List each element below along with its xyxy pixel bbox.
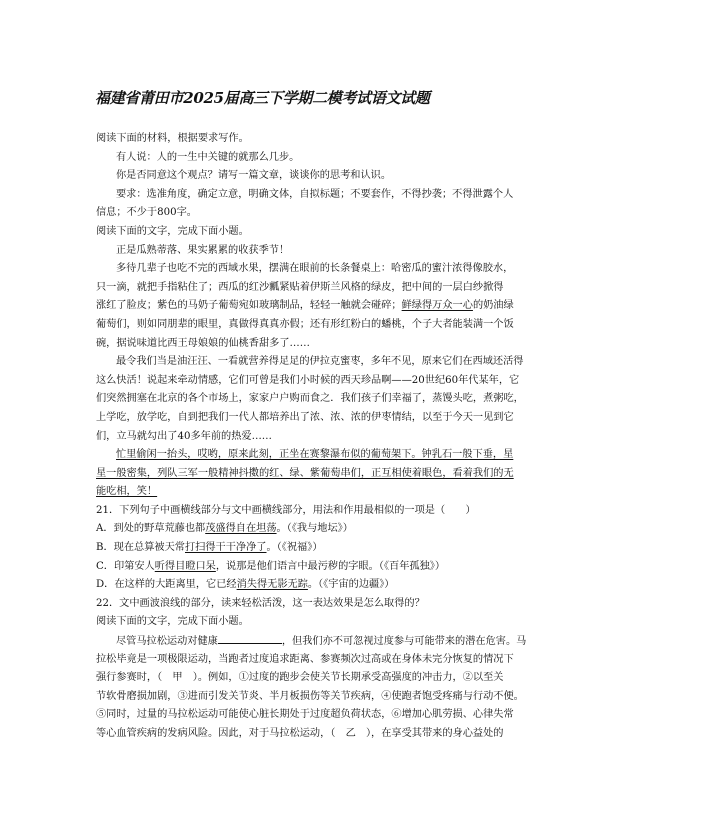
line-text: 。（《祝福》） <box>266 542 323 554</box>
line-text: 信息；不少于800字。 <box>96 207 197 219</box>
line-text: ，但我们亦不可忽视过度参与可能带来的潜在危害。马 <box>281 636 527 648</box>
text-line <box>96 669 548 688</box>
underlined-text: 茂盛得自在坦荡 <box>205 523 277 535</box>
underlined-text: 消失得无影无踪 <box>236 579 308 591</box>
underlined-text: 星一般密集，列队三军一般精神抖擞的红、绿、紫葡萄串们，正互相使着眼色，看着我们的无 <box>96 467 514 479</box>
text-line <box>96 558 548 577</box>
text-line <box>96 372 548 391</box>
text-line <box>96 186 548 205</box>
text-line <box>96 483 548 502</box>
line-text: 们突然拥塞在北京的各个市场上，家家户户购而食之．我们孩子们幸福了，蒸馒头吃，煮粥吃， <box>96 393 524 405</box>
line-text: 强行参赛时，（ 甲 ）。例如，①过度的跑步会使关节长期承受高强度的冲击力，②以至关 <box>96 672 504 684</box>
text-line <box>96 279 548 298</box>
text-line <box>96 242 548 261</box>
line-text: ，说那是他们语言中最污秽的字眼。（《百年孤独》） <box>215 560 446 572</box>
underlined-text: 听得目瞪口呆 <box>154 560 216 572</box>
line-text: 尽管马拉松运动对健康 <box>116 636 218 648</box>
line-text: 涨红了脸皮；紫色的马奶子葡萄宛如玻璃制品，轻轻一触就会碰碎； <box>96 300 402 312</box>
line-text: 21．下列句子中画横线部分与文中画横线部分，用法和作用最相似的一项是（ ） <box>96 504 476 516</box>
line-text: 。（《我与地坛》） <box>276 523 353 535</box>
text-line <box>96 260 548 279</box>
line-text: 正是瓜熟蒂落、果实累累的收获季节！ <box>116 244 290 256</box>
line-text: 只一滴，就把手指粘住了；西瓜的红沙瓤紧贴着伊斯兰风格的绿皮，把中间的一层白纱掀得 <box>96 281 504 293</box>
text-line <box>96 335 548 354</box>
text-line <box>96 576 548 595</box>
text-line <box>96 130 548 149</box>
line-text: 葡萄们，则如同朋辈的眼里，真做得真真亦假；还有形红粉白的蟠桃，个子大者能装满一个饭 <box>96 318 514 330</box>
line-text: 阅读下面的文字，完成下面小题。 <box>96 616 249 628</box>
line-text: 要求：选准角度，确定立意，明确文体，自拟标题；不要套作，不得抄袭；不得泄露个人 <box>116 188 514 200</box>
text-line <box>96 204 548 223</box>
text-line <box>96 409 548 428</box>
document-title: 福建省莆田市2025届高三下学期二模考试语文试题 <box>95 89 430 107</box>
line-text: D．在这样的大距离里，它已经 <box>96 579 237 591</box>
line-text: 最令我们当是油汪汪、一看就营养得足足的伊拉克蜜枣，多年不见，原来它们在西域还活得 <box>116 356 524 368</box>
text-line <box>96 688 548 707</box>
line-text: 。（《宇宙的边疆》） <box>307 579 395 591</box>
line-text: 等心血管疾病的发病风险。因此，对于马拉松运动，（ 乙 ），在享受其带来的身心益处的 <box>96 728 504 739</box>
text-line <box>96 502 548 521</box>
underlined-text: 能吃相，笑！ <box>96 486 158 498</box>
text-line <box>96 520 548 539</box>
text-line <box>96 613 548 632</box>
line-text: 碗，据说味道比西王母娘娘的仙桃香甜多了…… <box>96 337 310 349</box>
text-line <box>96 223 548 242</box>
text-line <box>96 316 548 335</box>
line-text: 22．文中画波浪线的部分，读来轻松活泼，这一表达效果是怎么取得的？ <box>96 597 425 609</box>
text-line <box>96 167 548 186</box>
text-line <box>96 539 548 558</box>
underlined-text: 打扫得干干净净了 <box>185 542 267 554</box>
line-text: 上学吃，放学吃，自到把我们一代人都培养出了浓、浓、浓的伊枣情结，以至于今天一见到它 <box>96 411 514 423</box>
text-line <box>96 149 548 168</box>
underlined-text: 鲜绿得万众一心 <box>401 300 473 312</box>
line-text: A．到处的野草荒藤也都 <box>96 523 206 535</box>
line-text: 的奶油绿 <box>472 300 514 312</box>
line-text: 有人说：人的一生中关键的就那么几步。 <box>116 151 300 163</box>
line-text: 拉松毕竟是一项极限运动，当跑者过度追求距离、参赛频次过高或在身体未完分恢复的情况下 <box>96 653 514 665</box>
line-text: 阅读下面的材料，根据要求写作。 <box>96 133 249 144</box>
fill-in-blank <box>218 632 282 644</box>
text-line <box>96 390 548 409</box>
line-text: 这么快活！说起来牵动情感，它们可曾是我们小时候的西天珍品啊——20世纪60年代某年，它 <box>96 374 520 386</box>
line-text: 多待几辈子也吃不完的西域水果，摆满在眼前的长条餐桌上：哈密瓜的蜜汁浓得像胶水， <box>116 263 514 275</box>
text-line <box>96 465 548 484</box>
document-body <box>96 130 548 744</box>
text-line <box>96 632 548 651</box>
line-text: C．印第安人 <box>96 560 155 572</box>
text-line <box>96 651 548 670</box>
text-line <box>96 725 548 744</box>
text-line <box>96 297 548 316</box>
line-text: 们，立马就勾出了40多年前的热爱…… <box>96 430 272 442</box>
text-line <box>96 428 548 447</box>
underlined-text: 忙里偷闲一抬头，哎哟，原来此刻，正坐在赛黎瀑布似的葡萄架下。钟乳石一般下垂，星 <box>116 449 514 461</box>
line-text: ⑤同时，过量的马拉松运动可能使心脏长期处于过度超负荷状态，⑥增加心肌劳损、心律失常 <box>96 709 514 721</box>
text-line <box>96 446 548 465</box>
line-text: B．现在总算被天常 <box>96 542 185 554</box>
line-text: 你是否同意这个观点？请写一篇文章，谈谈你的思考和认识。 <box>116 170 392 182</box>
line-text: 阅读下面的文字，完成下面小题。 <box>96 225 249 237</box>
text-line <box>96 595 548 614</box>
text-line <box>96 353 548 372</box>
text-line <box>96 706 548 725</box>
line-text: 节软骨磨损加剧，③进而引发关节炎、半月板损伤等关节疾病，④使跑者饱受疼痛与行动不便。 <box>96 690 524 702</box>
